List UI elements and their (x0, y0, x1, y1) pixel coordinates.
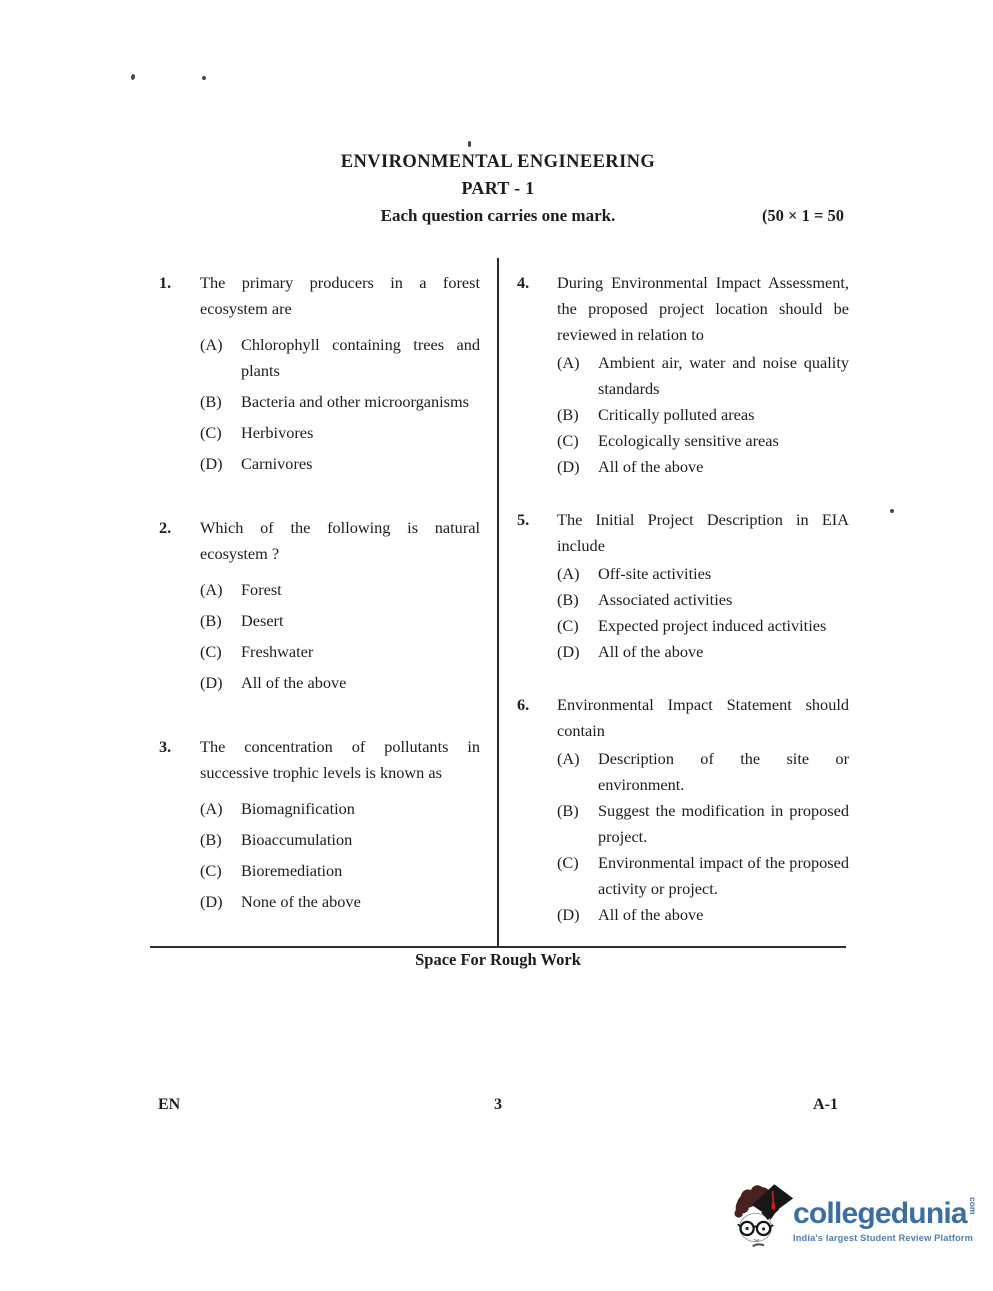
option-D (200, 886, 480, 917)
option-text: Description of the site or environment. (598, 749, 849, 794)
option-D (557, 454, 849, 480)
option-A (200, 793, 480, 824)
option-label: (D) (200, 453, 223, 473)
option-text: All of the above (598, 457, 704, 476)
option-B (200, 824, 480, 855)
question-number: 4. (517, 273, 530, 292)
option-text: Biomagnification (241, 798, 355, 818)
option-text: None of the above (241, 891, 361, 911)
scan-speck (202, 76, 206, 80)
question-stem: Which of the following is natural ecosystem ? (200, 518, 480, 563)
question-number: 2. (159, 518, 172, 537)
question-body (200, 515, 480, 698)
option-label: (B) (200, 610, 222, 630)
question-body (557, 507, 849, 665)
option-label: (C) (557, 431, 579, 450)
brand-wordmark: collegedunia (793, 1197, 967, 1230)
option-D (200, 448, 480, 479)
collegedunia-logo (733, 1181, 978, 1265)
option-B (200, 605, 480, 636)
option-label: (B) (557, 590, 579, 609)
question-4 (517, 270, 849, 480)
option-label: (A) (200, 334, 223, 354)
option-text: Carnivores (241, 453, 313, 473)
option-label: (B) (557, 801, 579, 820)
scan-speck (130, 74, 135, 81)
option-A (200, 574, 480, 605)
rough-work-label: Space For Rough Work (415, 950, 581, 969)
question-stem: During Environmental Impact Assessment, the proposed project location should be reviewed in relation to (557, 273, 849, 344)
option-text: Herbivores (241, 422, 314, 442)
question-stem: Environmental Impact Statement should contain (557, 695, 849, 740)
option-label: (A) (557, 749, 580, 768)
option-A (557, 746, 849, 798)
question-5 (517, 507, 849, 665)
option-label: (C) (200, 641, 222, 661)
option-label: (D) (200, 891, 223, 911)
question-stem: The Initial Project Description in EIA include (557, 510, 849, 555)
option-A (557, 350, 849, 402)
page-header (150, 152, 846, 199)
question-body (200, 734, 480, 917)
option-label: (D) (557, 642, 580, 661)
option-text: Ambient air, water and noise quality standards (598, 353, 849, 398)
option-A (557, 561, 849, 587)
brand-suffix-com: com (967, 1197, 978, 1215)
rough-work-rule (150, 946, 846, 948)
mascot-icon (733, 1181, 795, 1259)
option-B (200, 386, 480, 417)
logo-text (793, 1197, 978, 1243)
question-6 (517, 692, 849, 928)
option-C (200, 636, 480, 667)
option-text: Expected project induced activities (598, 616, 827, 635)
option-D (557, 639, 849, 665)
option-text: Freshwater (241, 641, 314, 661)
option-text: Suggest the modification in proposed project. (598, 801, 849, 846)
scan-speck (468, 141, 471, 147)
question-2 (150, 515, 480, 698)
question-number: 5. (517, 510, 530, 529)
option-label: (B) (200, 829, 222, 849)
option-label: (D) (557, 457, 580, 476)
option-text: Bioaccumulation (241, 829, 353, 849)
scan-speck (890, 509, 894, 513)
question-3 (150, 734, 480, 917)
questions-column-left (150, 270, 480, 953)
question-stem: The primary producers in a forest ecosystem are (200, 273, 480, 318)
question-body (557, 270, 849, 480)
option-B (557, 587, 849, 613)
option-label: (A) (557, 353, 580, 372)
option-text: Ecologically sensitive areas (598, 431, 779, 450)
footer-booklet-code: A-1 (813, 1096, 838, 1113)
option-text: All of the above (241, 672, 347, 692)
option-C (200, 417, 480, 448)
question-number: 1. (159, 273, 172, 292)
option-label: (C) (200, 860, 222, 880)
option-label: (B) (557, 405, 579, 424)
option-text: Bacteria and other microorganisms (241, 391, 470, 411)
question-number: 6. (517, 695, 530, 714)
exam-title: ENVIRONMENTAL ENGINEERING (340, 152, 656, 172)
column-divider (497, 258, 499, 947)
option-label: (A) (200, 798, 223, 818)
option-label: (A) (557, 564, 580, 583)
footer-page-number: 3 (494, 1096, 502, 1113)
option-B (557, 402, 849, 428)
option-C (557, 428, 849, 454)
question-1 (150, 270, 480, 479)
option-label: (D) (557, 905, 580, 924)
footer-subject-code: EN (158, 1096, 181, 1113)
part-heading: PART - 1 (461, 178, 535, 198)
option-text: Associated activities (598, 590, 733, 609)
option-text: Bioremediation (241, 860, 343, 880)
option-C (200, 855, 480, 886)
option-label: (B) (200, 391, 222, 411)
brand-tagline: India's largest Student Review Platform (793, 1233, 974, 1243)
option-C (557, 850, 849, 902)
option-D (200, 667, 480, 698)
option-label: (C) (557, 853, 579, 872)
option-text: Chlorophyll containing trees and plants (241, 334, 480, 380)
option-label: (C) (200, 422, 222, 442)
option-D (557, 902, 849, 928)
option-text: Forest (241, 579, 282, 599)
option-text: Environmental impact of the proposed activity or project. (598, 853, 849, 898)
option-label: (A) (200, 579, 223, 599)
total-marks-note: (50 × 1 = 50 (761, 206, 844, 225)
option-C (557, 613, 849, 639)
question-body (557, 692, 849, 928)
option-text: Off-site activities (598, 564, 712, 583)
option-B (557, 798, 849, 850)
marks-instruction: Each question carries one mark. (380, 206, 616, 225)
questions-column-right (517, 270, 849, 955)
question-stem: The concentration of pollutants in successive trophic levels is known as (200, 737, 480, 782)
question-number: 3. (159, 737, 172, 756)
instruction-row (150, 206, 846, 226)
option-text: All of the above (598, 642, 704, 661)
option-label: (D) (200, 672, 223, 692)
option-A (200, 329, 480, 386)
option-text: Critically polluted areas (598, 405, 755, 424)
option-text: All of the above (598, 905, 704, 924)
question-body (200, 270, 480, 479)
option-label: (C) (557, 616, 579, 635)
option-text: Desert (241, 610, 284, 630)
